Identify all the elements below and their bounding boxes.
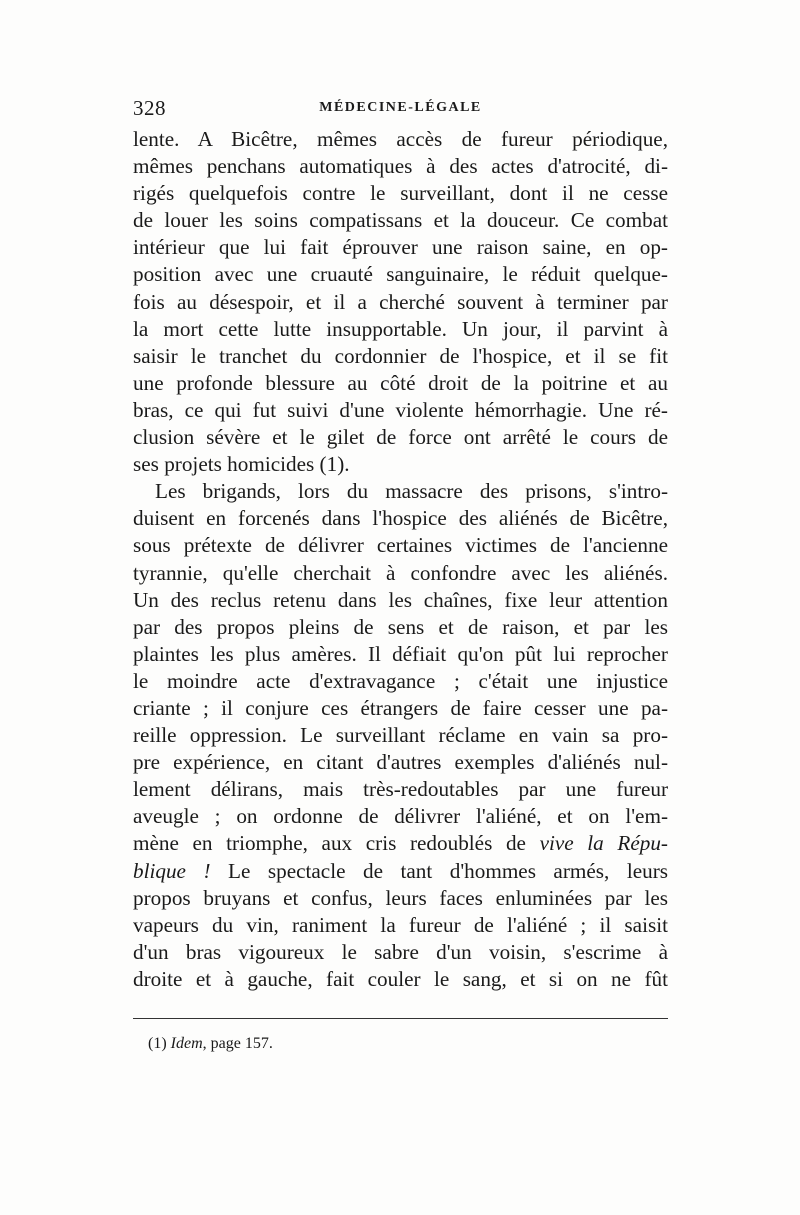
text-line: intérieur que lui fait éprouver une raison saine, en op- bbox=[133, 235, 668, 260]
text-line: par des propos pleins de sens et de raison, et par les bbox=[133, 614, 668, 639]
text-line: reille oppression. Le surveillant réclame en vain sa pro- bbox=[133, 723, 668, 748]
italic-text: vive la Répu- bbox=[539, 831, 668, 856]
footnote-marker: (1) bbox=[148, 1035, 171, 1052]
running-title: MÉDECINE-LÉGALE bbox=[319, 100, 482, 115]
text-line: tyrannie, qu'elle cherchait à confondre avec les aliénés. bbox=[133, 560, 668, 585]
text-line: plaintes les plus amères. Il défiait qu'on pût lui reprocher bbox=[133, 641, 668, 666]
page-number: 328 bbox=[133, 96, 166, 120]
text-line: Les brigands, lors du massacre des prisons, s'intro- bbox=[155, 479, 668, 504]
text-line: rigés quelquefois contre le surveillant, dont il ne cesse bbox=[133, 181, 668, 206]
text-line: position avec une cruauté sanguinaire, le réduit quelque- bbox=[133, 262, 668, 287]
text-line: la mort cette lutte insupportable. Un jour, il parvint à bbox=[133, 316, 668, 341]
text-line: clusion sévère et le gilet de force ont arrêté le cours de bbox=[133, 425, 668, 450]
text-line: propos bruyans et confus, leurs faces enluminées par les bbox=[133, 885, 668, 910]
text-line: duisent en forcenés dans l'hospice des aliénés de Bicêtre, bbox=[133, 506, 668, 531]
text-line: criante ; il conjure ces étrangers de faire cesser une pa- bbox=[133, 695, 668, 720]
text-line: pre expérience, en citant d'autres exemples d'aliénés nul- bbox=[133, 750, 668, 775]
text-line: d'un bras vigoureux le sabre d'un voisin, s'escrime à bbox=[133, 939, 668, 964]
text-segment: Le spectacle de tant d'hommes armés, leurs bbox=[210, 858, 669, 883]
text-segment: mène en triomphe, aux cris redoublés de bbox=[133, 831, 540, 856]
text-line: mêmes penchans automatiques à des actes d'atrocité, di- bbox=[133, 154, 668, 179]
text-line bbox=[133, 830, 668, 857]
text-line: droite et à gauche, fait couler le sang, et si on ne fût bbox=[133, 966, 668, 991]
footnote bbox=[148, 1035, 273, 1053]
text-line: lente. A Bicêtre, mêmes accès de fureur périodique, bbox=[133, 127, 668, 151]
text-line: une profonde blessure au côté droit de la poitrine et au bbox=[133, 370, 668, 395]
text-line: sous prétexte de délivrer certaines victimes de l'ancienne bbox=[133, 533, 668, 558]
text-line bbox=[133, 858, 668, 885]
body-text bbox=[133, 126, 668, 993]
text-line: aveugle ; on ordonne de délivrer l'aliéné, et on l'em- bbox=[133, 804, 668, 829]
text-line: de louer les soins compatissans et la douceur. Ce combat bbox=[133, 208, 668, 233]
footnote-divider bbox=[133, 1018, 668, 1019]
text-line: saisir le tranchet du cordonnier de l'hospice, et il se fit bbox=[133, 343, 668, 368]
text-line: vapeurs du vin, raniment la fureur de l'aliéné ; il saisit bbox=[133, 912, 668, 937]
text-line: le moindre acte d'extravagance ; c'était une injustice bbox=[133, 668, 668, 693]
text-line: ses projets homicides (1). bbox=[133, 452, 350, 477]
page-header bbox=[133, 96, 668, 122]
text-line: bras, ce qui fut suivi d'une violente hémorrhagie. Une ré- bbox=[133, 397, 668, 422]
footnote-text: , page 157. bbox=[202, 1035, 273, 1052]
italic-text: blique ! bbox=[133, 858, 211, 883]
text-line: Un des reclus retenu dans les chaînes, fixe leur attention bbox=[133, 587, 668, 612]
text-line: fois au désespoir, et il a cherché souvent à terminer par bbox=[133, 289, 668, 314]
text-line: lement délirans, mais très-redoutables par une fureur bbox=[133, 777, 668, 802]
footnote-italic: Idem bbox=[170, 1035, 203, 1052]
